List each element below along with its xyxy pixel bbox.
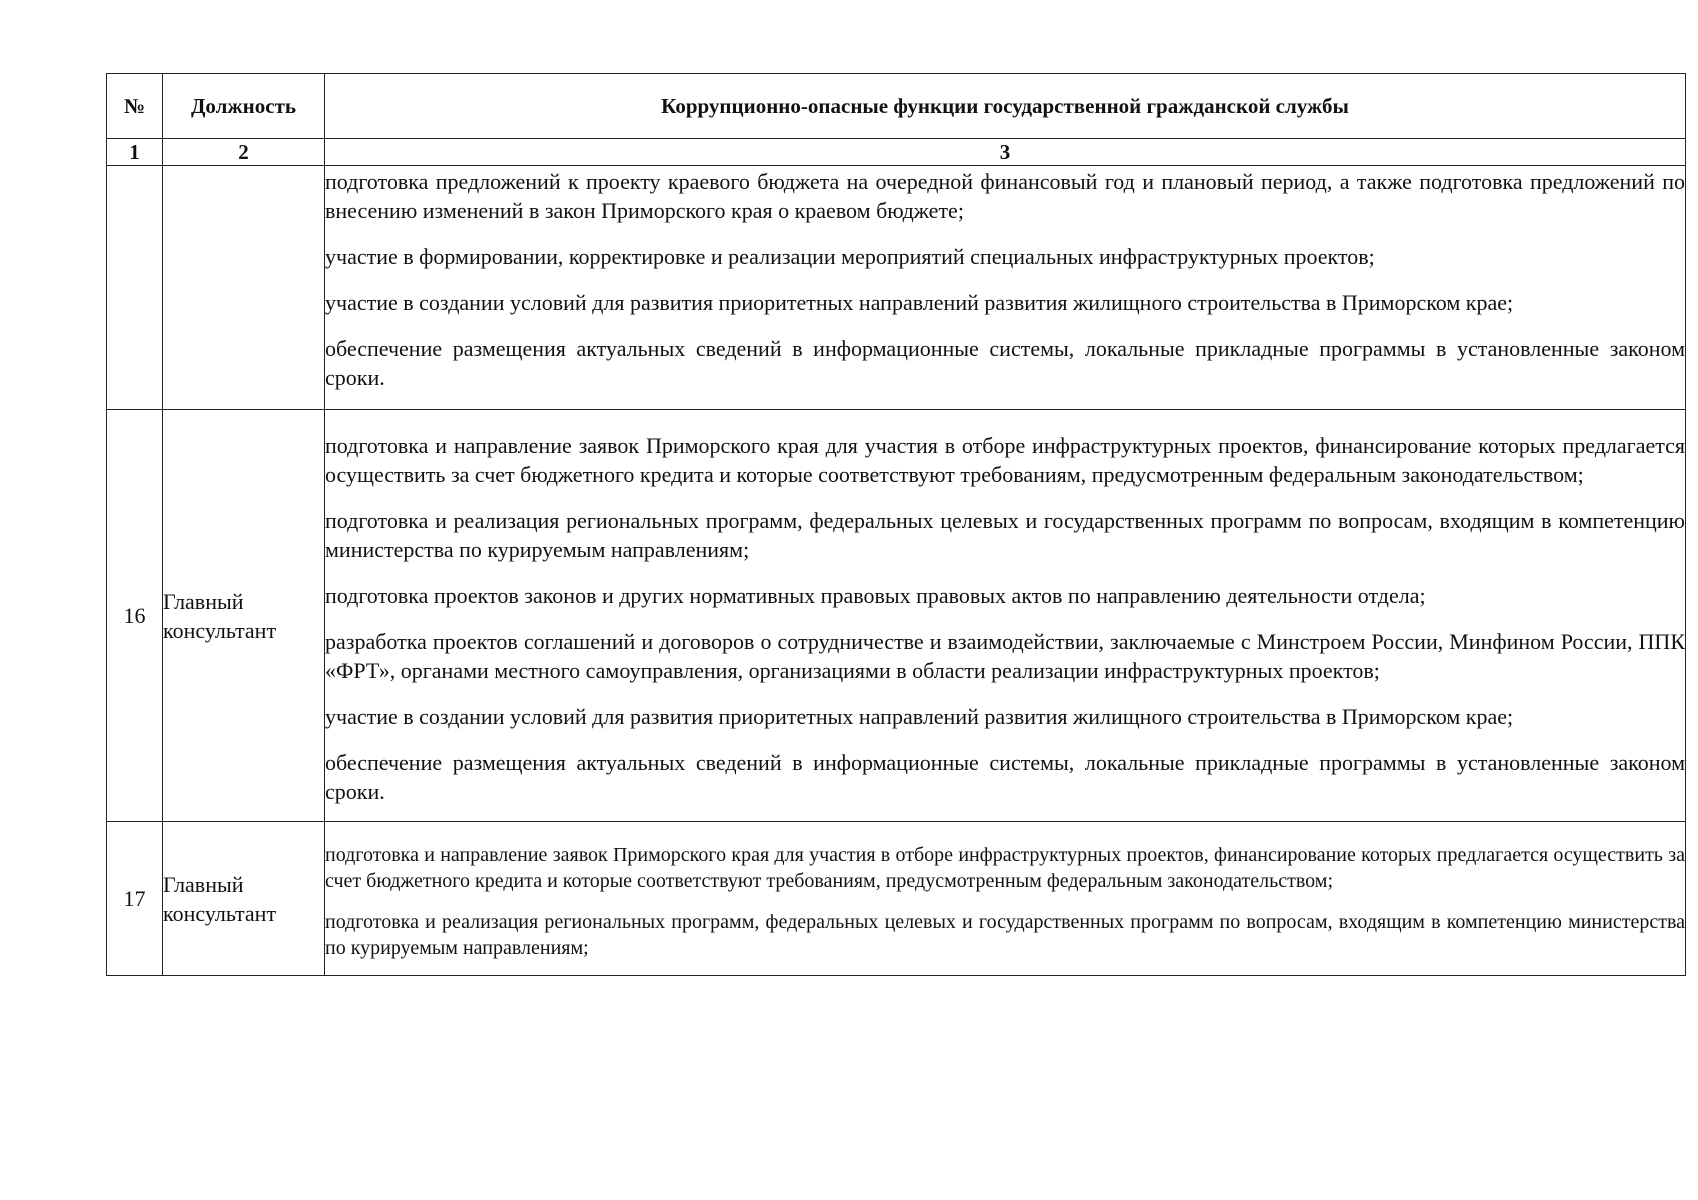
function-item: подготовка и реализация региональных программ, федеральных целевых и государственных программ по вопросам, входящим в компетенцию министерства по курируемым направлениям;	[325, 508, 1685, 562]
row-position	[163, 166, 325, 410]
function-item: подготовка и направление заявок Приморского края для участия в отборе инфраструктурных проектов, финансирование которых предлагается осуществить за счет бюджетного кредита и которые соответствуют требованиям, предусмотренным федеральным законодательством;	[325, 844, 1685, 892]
header-number: №	[107, 74, 163, 139]
function-item: подготовка проектов законов и других нормативных правовых правовых актов по направлению деятельности отдела;	[325, 583, 1426, 608]
function-item: обеспечение размещения актуальных сведений в информационные системы, локальные прикладные программы в установленные законом сроки.	[325, 750, 1685, 804]
function-item: подготовка и направление заявок Приморского края для участия в отборе инфраструктурных проектов, финансирование которых предлагается осуществить за счет бюджетного кредита и которые соответствуют требованиям, предусмотренным федеральным законодательством;	[325, 433, 1685, 487]
column-index-row	[107, 139, 1686, 166]
column-index-2: 2	[163, 139, 325, 166]
header-functions: Коррупционно-опасные функции государственной гражданской службы	[325, 74, 1686, 139]
row-number	[107, 166, 163, 410]
row-functions	[325, 166, 1686, 410]
row-number: 16	[107, 410, 163, 822]
function-item: участие в создании условий для развития приоритетных направлений развития жилищного строительства в Приморском крае;	[325, 290, 1514, 315]
function-item: разработка проектов соглашений и договоров о сотрудничестве и взаимодействии, заключаемые с Минстроем России, Минфином России, ППК «ФРТ», органами местного самоуправления, организациями в области реализации инфраструктурных проектов;	[325, 629, 1685, 683]
row-functions	[325, 822, 1686, 976]
column-index-1: 1	[107, 139, 163, 166]
function-item: подготовка предложений к проекту краевого бюджета на очередной финансовый год и плановый период, а также подготовка предложений по внесению изменений в закон Приморского края о краевом бюджете;	[325, 169, 1685, 223]
function-item: участие в создании условий для развития приоритетных направлений развития жилищного строительства в Приморском крае;	[325, 704, 1514, 729]
column-index-3: 3	[325, 139, 1686, 166]
table-row	[107, 166, 1686, 410]
functions-table	[106, 73, 1686, 976]
function-item: подготовка и реализация региональных программ, федеральных целевых и государственных программ по вопросам, входящим в компетенцию министерства по курируемым направлениям;	[325, 911, 1685, 959]
header-position: Должность	[163, 74, 325, 139]
function-item: обеспечение размещения актуальных сведений в информационные системы, локальные прикладные программы в установленные законом сроки.	[325, 336, 1685, 390]
table-row	[107, 822, 1686, 976]
row-position: Главный консультант	[163, 822, 325, 976]
function-item: участие в формировании, корректировке и реализации мероприятий специальных инфраструктурных проектов;	[325, 244, 1375, 269]
table-row	[107, 410, 1686, 822]
row-functions	[325, 410, 1686, 822]
row-position: Главный консультант	[163, 410, 325, 822]
table-header-row	[107, 74, 1686, 139]
row-number: 17	[107, 822, 163, 976]
